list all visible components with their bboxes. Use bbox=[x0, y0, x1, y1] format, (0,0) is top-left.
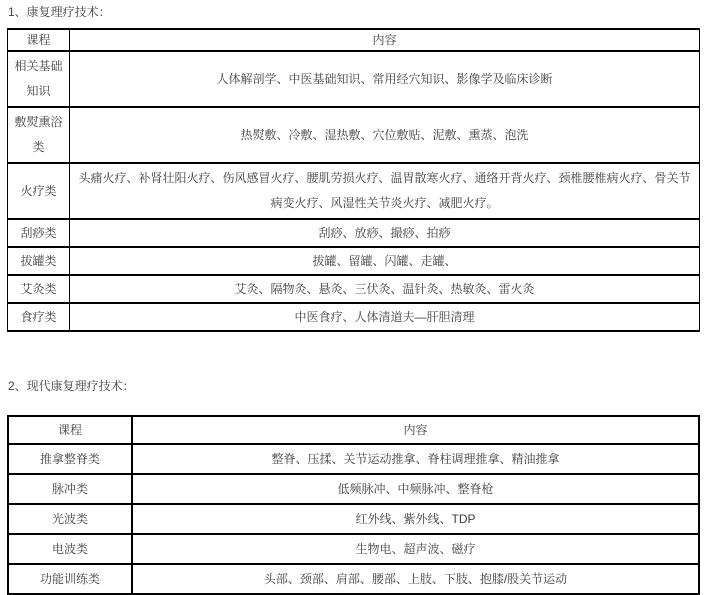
table-row bbox=[8, 504, 699, 534]
content-cell: 低频脉冲、中频脉冲、整脊枪 bbox=[132, 474, 699, 504]
content-cell: 生物电、超声波、磁疗 bbox=[132, 534, 699, 564]
table-row bbox=[8, 275, 700, 303]
content-cell: 整脊、压揉、关节运动推拿、脊柱调理推拿、精油推拿 bbox=[132, 444, 699, 474]
table-row bbox=[8, 474, 699, 504]
table-row bbox=[8, 444, 699, 474]
course-cell: 推拿整脊类 bbox=[8, 444, 132, 474]
section1-title: 1、康复理疗技术： bbox=[8, 5, 111, 19]
table-row bbox=[8, 303, 700, 331]
course-cell: 光波类 bbox=[8, 504, 132, 534]
content-cell: 热熨敷、冷敷、湿热敷、穴位敷贴、泥敷、熏蒸、泡洗 bbox=[70, 107, 700, 163]
table-row bbox=[8, 51, 700, 107]
course-cell: 敷熨熏浴类 bbox=[8, 107, 70, 163]
content-cell: 红外线、紫外线、TDP bbox=[132, 504, 699, 534]
table-row bbox=[8, 564, 699, 594]
content-cell: 艾灸、隔物灸、悬灸、三伏灸、温针灸、热敏灸、雷火灸 bbox=[70, 275, 700, 303]
content-cell: 中医食疗、人体清道夫—肝胆清理 bbox=[70, 303, 700, 331]
course-cell: 功能训练类 bbox=[8, 564, 132, 594]
table-row bbox=[8, 163, 700, 219]
content-cell: 拔罐、留罐、闪罐、走罐、 bbox=[70, 247, 700, 275]
course-cell: 火疗类 bbox=[8, 163, 70, 219]
content-header-cell: 内容 bbox=[70, 29, 700, 51]
course-cell: 艾灸类 bbox=[8, 275, 70, 303]
table-row bbox=[8, 534, 699, 564]
table-row bbox=[8, 247, 700, 275]
table-row bbox=[8, 107, 700, 163]
content-header-cell: 内容 bbox=[132, 416, 699, 444]
content-cell: 刮痧、放痧、撮痧、拍痧 bbox=[70, 219, 700, 247]
content-cell: 头痛火疗、补肾壮阳火疗、伤风感冒火疗、腰肌劳损火疗、温胃散寒火疗、通络开背火疗、颈椎腰椎病火疗、骨关节病变火疗、风湿性关节炎火疗、减肥火疗。 bbox=[70, 163, 700, 219]
course-cell: 相关基础知识 bbox=[8, 51, 70, 107]
course-cell: 食疗类 bbox=[8, 303, 70, 331]
table-header-row bbox=[8, 416, 699, 444]
content-cell: 头部、颈部、肩部、腰部、上肢、下肢、抱膝/股关节运动 bbox=[132, 564, 699, 594]
course-header-cell: 课程 bbox=[8, 416, 132, 444]
table-row bbox=[8, 219, 700, 247]
course-cell: 脉冲类 bbox=[8, 474, 132, 504]
course-cell: 电波类 bbox=[8, 534, 132, 564]
table-header-row bbox=[8, 29, 700, 51]
course-cell: 拔罐类 bbox=[8, 247, 70, 275]
course-cell: 刮痧类 bbox=[8, 219, 70, 247]
course-header-cell: 课程 bbox=[8, 29, 70, 51]
basic-rehab-table bbox=[7, 28, 700, 332]
content-cell: 人体解剖学、中医基础知识、常用经穴知识、影像学及临床诊断 bbox=[70, 51, 700, 107]
section2-title: 2、现代康复理疗技术： bbox=[8, 379, 135, 393]
modern-rehab-table bbox=[7, 415, 700, 595]
